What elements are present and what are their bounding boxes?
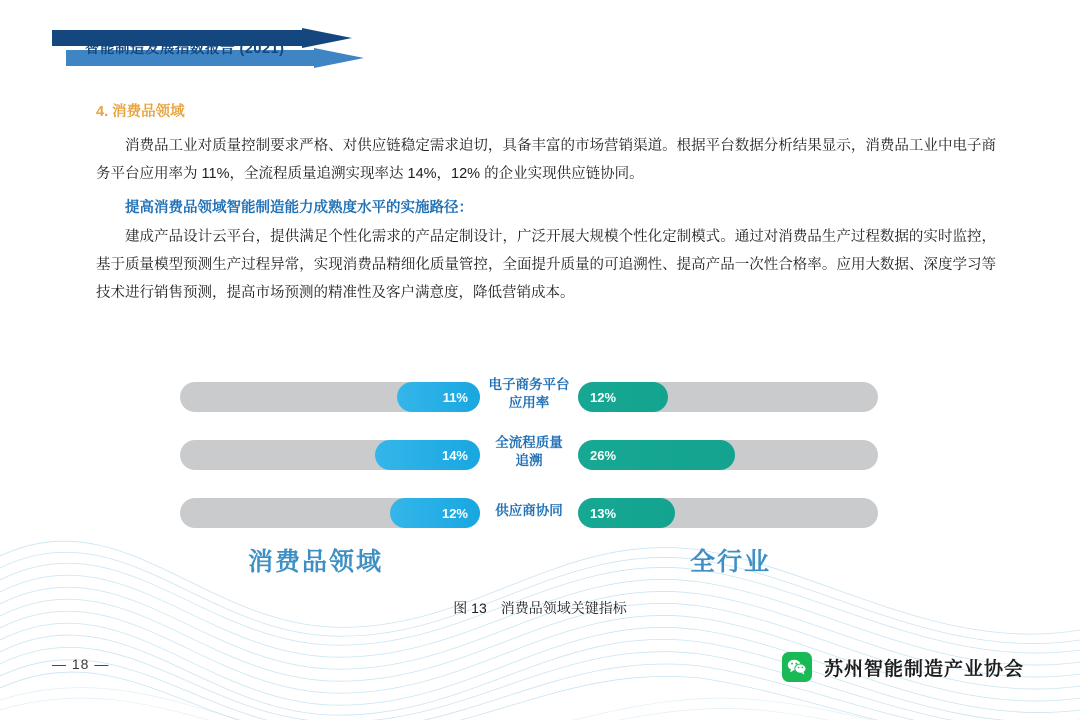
implementation-path-heading: 提高消费品领域智能制造能力成熟度水平的实施路径：: [125, 199, 473, 216]
wechat-icon: [782, 652, 812, 682]
bar-fill-left: 14%: [375, 440, 480, 470]
bar-fill-left: 11%: [397, 382, 480, 412]
bar-fill-right: 13%: [578, 498, 675, 528]
figure-caption: 图 13 消费品领域关键指标: [453, 600, 627, 616]
document-header: [52, 28, 372, 68]
bar-category-label: 电子商务平台 应用率: [488, 377, 570, 411]
figure-consumer-goods-indicators: [0, 370, 1080, 630]
footer-brand-name: 苏州智能制造产业协会: [823, 658, 1024, 680]
document-body: [96, 100, 996, 314]
footer-brand: [782, 652, 1024, 682]
page-number: — 18 —: [52, 656, 110, 672]
bar-fill-left: 12%: [390, 498, 480, 528]
legend-all-industries: 全行业: [690, 548, 772, 576]
paragraph-two: 建成产品设计云平台，提供满足个性化需求的产品定制设计，广泛开展大规模个性化定制模式。通过对消费品生产过程数据的实时监控，基于质量模型预测生产过程异常，实现消费品精细化质量管控，全面提升质量的可追溯性、提高产品一次性合格率。应用大数据、深度学习等技术进行销售预测，提高市场预测的精准性及客户满意度，降低营销成本。: [96, 229, 996, 302]
bar-fill-right: 26%: [578, 440, 735, 470]
chart-row: [0, 498, 1080, 528]
section-heading: 4. 消费品领域: [96, 104, 185, 120]
header-title: 智能制造发展指数报告 (2021): [85, 41, 285, 57]
bar-category-label: 供应商协同: [495, 503, 563, 518]
chart-row: [0, 377, 1080, 412]
paragraph-one: 消费品工业对质量控制要求严格、对供应链稳定需求迫切，具备丰富的市场营销渠道。根据平台数据分析结果显示，消费品工业中电子商务平台应用率为 11%，全流程质量追溯实现率达 14%，12% 的企业实现供应链协同。: [96, 138, 996, 182]
bar-fill-right: 12%: [578, 382, 668, 412]
chart-row: [0, 435, 1080, 470]
legend-consumer-goods: 消费品领域: [248, 548, 384, 576]
bar-category-label: 全流程质量 追溯: [495, 435, 563, 469]
